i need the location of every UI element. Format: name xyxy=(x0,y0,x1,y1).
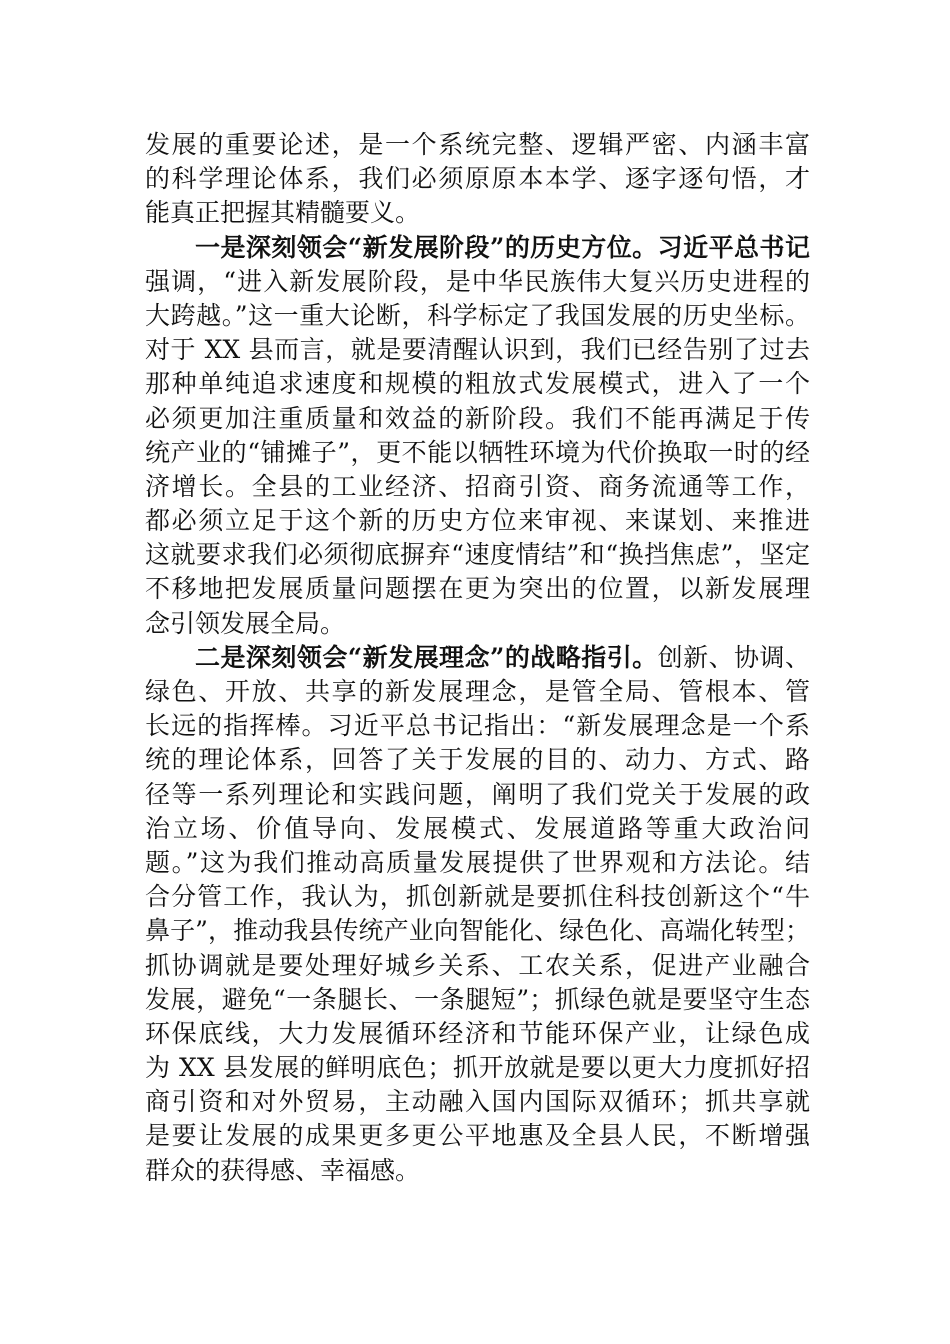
paragraph-line: 对于 XX 县而言，就是要清醒认识到，我们已经告别了过去 xyxy=(145,335,810,365)
paragraph-line: 是要让发展的成果更多更公平地惠及全县人民，不断增强 xyxy=(145,1121,810,1151)
paragraph-line: 这就要求我们必须彻底摒弃“速度情结”和“换挡焦虑”，坚定 xyxy=(145,540,810,570)
paragraph-line: 发展，避免“一条腿长、一条腿短”；抓绿色就是要坚守生态 xyxy=(145,984,810,1014)
section-heading-line xyxy=(145,231,810,265)
paragraph-line: 强调，“进入新发展阶段，是中华民族伟大复兴历史进程的 xyxy=(145,266,810,296)
paragraph-line: 念引领发展全局。 xyxy=(145,608,346,638)
paragraph-line: 必须更加注重质量和效益的新阶段。我们不能再满足于传 xyxy=(145,403,810,433)
paragraph-line: 鼻子”，推动我县传统产业向智能化、绿色化、高端化转型； xyxy=(145,916,810,946)
paragraph-line: 那种单纯追求速度和规模的粗放式发展模式，进入了一个 xyxy=(145,369,810,399)
paragraph-line: 环保底线，大力发展循环经济和节能环保产业，让绿色成 xyxy=(145,1018,810,1048)
paragraph-line: 抓协调就是要处理好城乡关系、工农关系，促进产业融合 xyxy=(145,950,810,980)
section-heading: 二是深刻领会“新发展理念”的战略指引。 xyxy=(195,642,658,672)
paragraph-line: 济增长。全县的工业经济、招商引资、商务流通等工作， xyxy=(145,471,810,501)
line-text: 习近平总书记 xyxy=(657,232,810,262)
section-heading: 一是深刻领会“新发展阶段”的历史方位。 xyxy=(195,232,658,262)
paragraph-line: 统的理论体系，回答了关于发展的目的、动力、方式、路 xyxy=(145,745,810,775)
document-body xyxy=(145,128,810,1188)
paragraph-line: 合分管工作，我认为，抓创新就是要抓住科技创新这个“牛 xyxy=(145,882,810,912)
paragraph-line: 的科学理论体系，我们必须原原本本学、逐字逐句悟，才 xyxy=(145,164,810,194)
section-heading-line xyxy=(145,641,810,675)
paragraph-line: 大跨越。”这一重大论断，科学标定了我国发展的历史坐标。 xyxy=(145,300,810,330)
paragraph-line: 不移地把发展质量问题摆在更为突出的位置，以新发展理 xyxy=(145,574,810,604)
paragraph-line: 径等一系列理论和实践问题，阐明了我们党关于发展的政 xyxy=(145,779,810,809)
paragraph-line: 绿色、开放、共享的新发展理念，是管全局、管根本、管 xyxy=(145,677,810,706)
paragraph-line: 长远的指挥棒。习近平总书记指出：“新发展理念是一个系 xyxy=(145,711,810,741)
paragraph-line: 群众的获得感、幸福感。 xyxy=(145,1155,421,1185)
paragraph-line: 治立场、价值导向、发展模式、发展道路等重大政治问 xyxy=(145,813,810,843)
paragraph-line: 商引资和对外贸易，主动融入国内国际双循环；抓共享就 xyxy=(145,1087,810,1117)
line-text: 创新、协调、 xyxy=(657,642,810,672)
paragraph-line: 为 XX 县发展的鲜明底色；抓开放就是要以更大力度抓好招 xyxy=(145,1053,810,1083)
paragraph-line: 题。”这为我们推动高质量发展提供了世界观和方法论。结 xyxy=(145,847,810,877)
paragraph-line: 都必须立足于这个新的历史方位来审视、来谋划、来推进 xyxy=(145,506,810,536)
paragraph-line: 统产业的“铺摊子”，更不能以牺牲环境为代价换取一时的经 xyxy=(145,437,810,467)
paragraph-line: 发展的重要论述，是一个系统完整、逻辑严密、内涵丰富 xyxy=(145,130,810,159)
paragraph-line: 能真正把握其精髓要义。 xyxy=(145,198,421,228)
